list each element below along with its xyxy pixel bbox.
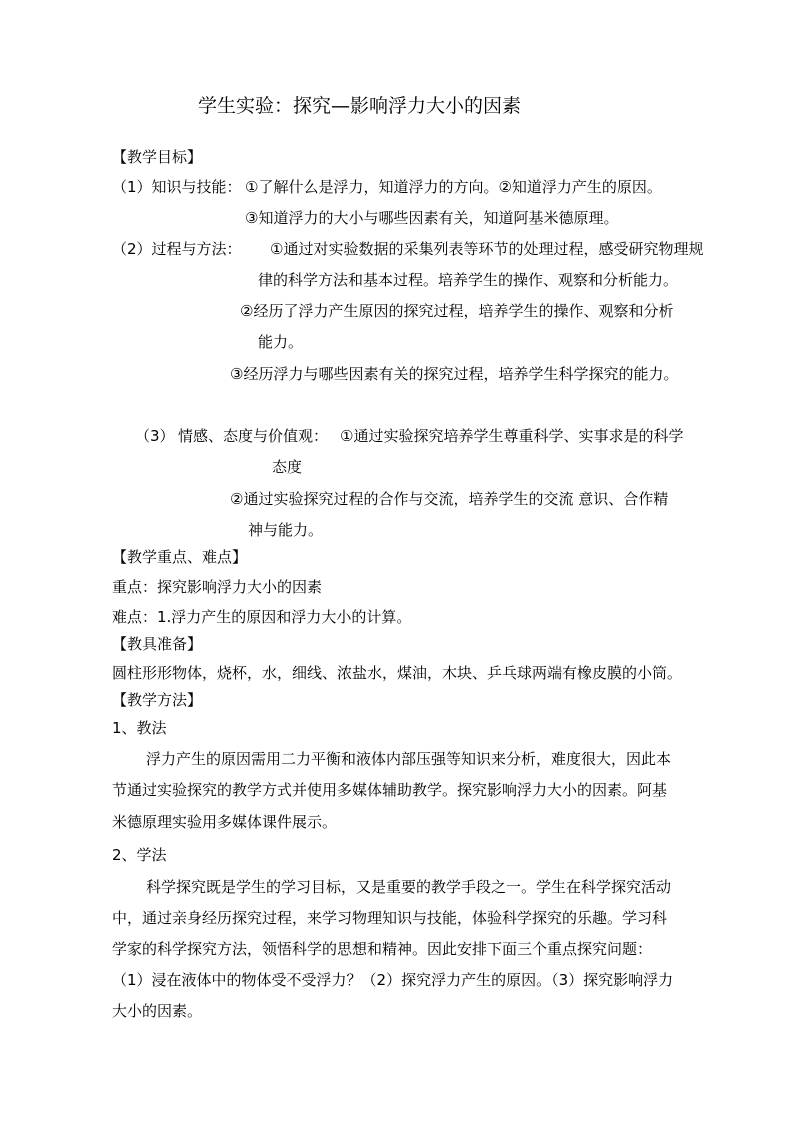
process-label: （2）过程与方法： xyxy=(112,240,242,258)
learning-method-line-3: 学家的科学探究方法，领悟科学的思想和精神。因此安排下面三个重点探究问题： xyxy=(112,940,653,958)
emotion-label-text: 情感、态度与价值观： xyxy=(178,427,329,445)
learning-method-line-2: 中，通过亲身经历探究过程，来学习物理知识与技能，体验科学探究的乐趣。学习科 xyxy=(112,909,668,927)
methods-heading: 【教学方法】 xyxy=(112,691,203,709)
process-item-1-line-2: 律的科学方法和基本过程。培养学生的操作、观察和分析能力。 xyxy=(258,271,679,289)
knowledge-line-2: ③知道浮力的大小与哪些因素有关，知道阿基米德原理。 xyxy=(245,209,619,227)
process-item-2-line-2: 能力。 xyxy=(258,333,304,351)
key-focus: 重点：探究影响浮力大小的因素 xyxy=(112,578,323,596)
equipment-list: 圆柱形形物体，烧杯，水，细线、浓盐水，煤油，木块、乒乓球两端有橡皮膜的小筒。 xyxy=(112,664,683,682)
teaching-method-line-2: 节通过实验探究的教学方式并使用多媒体辅助教学。探究影响浮力大小的因素。阿基 xyxy=(112,781,668,799)
emotion-item-2-line-2: 神与能力。 xyxy=(248,521,324,539)
learning-method-line-1: 科学探究既是学生的学习目标，又是重要的教学手段之一。学生在科学探究活动 xyxy=(146,878,672,896)
teaching-method-line-1: 浮力产生的原因需用二力平衡和液体内部压强等知识来分析，难度很大，因此本 xyxy=(146,750,672,768)
objectives-heading: 【教学目标】 xyxy=(112,148,203,166)
page-title: 学生实验：探究—影响浮力大小的因素 xyxy=(198,95,522,117)
learning-method-label: 2、学法 xyxy=(112,846,167,864)
knowledge-label: （1）知识与技能： xyxy=(112,178,242,196)
emotion-item-1-line-2: 态度 xyxy=(272,458,303,476)
emotion-label: （3） xyxy=(135,427,175,445)
process-item-1-line-1: ①通过对实验数据的采集列表等环节的处理过程，感受研究物理规 xyxy=(270,240,704,258)
learning-method-line-5: 大小的因素。 xyxy=(112,1002,203,1020)
emotion-item-1-line-1: ①通过实验探究培养学生尊重科学、实事求是的科学 xyxy=(340,427,684,445)
keypoints-heading: 【教学重点、难点】 xyxy=(112,548,248,566)
key-difficulty: 难点：1.浮力产生的原因和浮力大小的计算。 xyxy=(112,608,412,626)
knowledge-line-1: ①了解什么是浮力，知道浮力的方向。②知道浮力产生的原因。 xyxy=(245,178,662,196)
emotion-item-2-line-1: ②通过实验探究过程的合作与交流，培养学生的交流 意识、合作精 xyxy=(230,490,669,508)
process-item-2-line-1: ②经历了浮力产生原因的探究过程，培养学生的操作、观察和分析 xyxy=(240,302,674,320)
equipment-heading: 【教具准备】 xyxy=(112,635,203,653)
teaching-method-line-3: 米德原理实验用多媒体课件展示。 xyxy=(112,813,338,831)
teaching-method-label: 1、教法 xyxy=(112,719,167,737)
process-item-3: ③经历浮力与哪些因素有关的探究过程，培养学生科学探究的能力。 xyxy=(230,365,679,383)
learning-method-line-4: （1）浸在液体中的物体受不受浮力？（2）探究浮力产生的原因。（3）探究影响浮力 xyxy=(112,971,674,989)
